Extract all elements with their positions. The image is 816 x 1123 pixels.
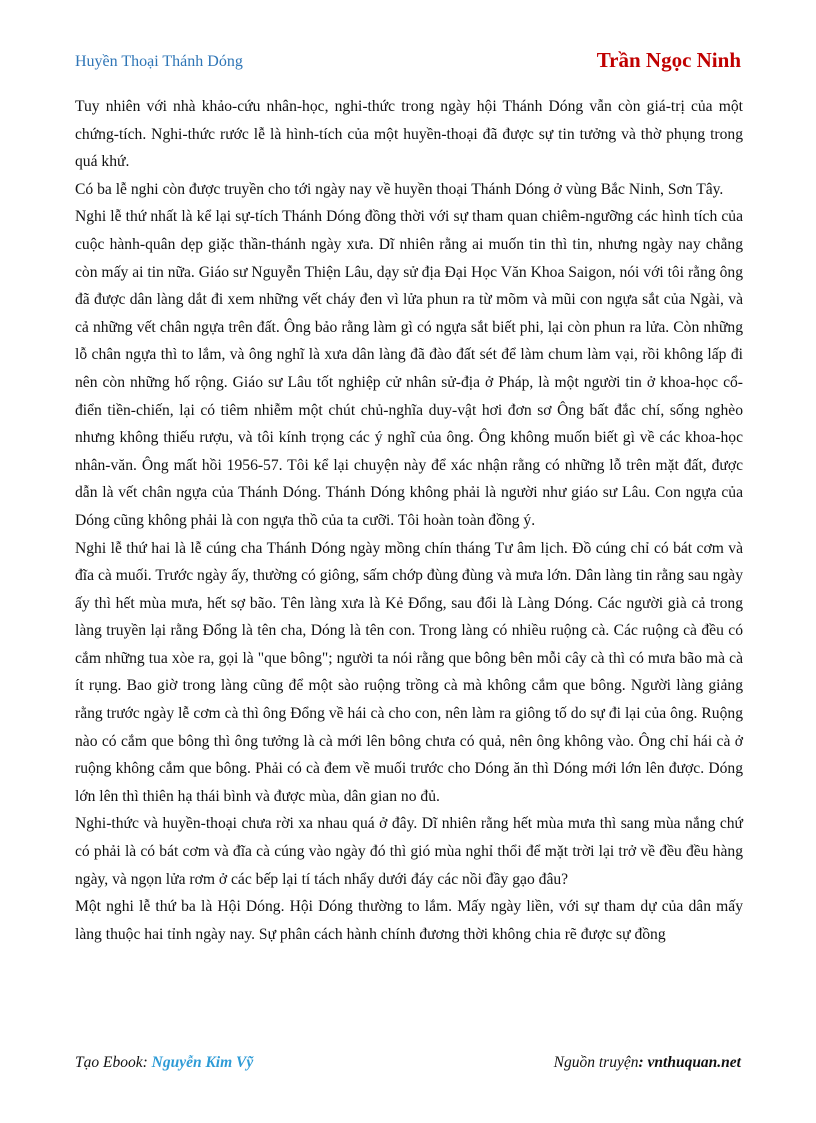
source-credit [554,1054,741,1072]
page-body [75,93,743,948]
ebook-credit [75,1054,253,1072]
source-label: Nguồn truyện [553,1054,639,1071]
source-separator: : [638,1054,648,1071]
ebook-creator-name: Nguyễn Kim Vỹ [151,1054,254,1071]
paragraph-6: Một nghi lễ thứ ba là Hội Dóng. Hội Dóng thường to lắm. Mấy ngày liền, với sự tham dự của dân mấy làng thuộc hai tỉnh ngày nay. Sự phân cách hành chính đương thời không chia rẽ được sự đồng [75,898,743,943]
source-site-name: vnthuquan.net [647,1054,741,1071]
book-title: Huyền Thoại Thánh Dóng [75,53,243,70]
page-header [75,48,741,78]
paragraph-4: Nghi lễ thứ hai là lễ cúng cha Thánh Dóng ngày mồng chín tháng Tư âm lịch. Đồ cúng chỉ có bát cơm và đĩa cà muối. Trước ngày ấy, thường có giông, sấm chớp đùng đùng và mưa lớn. Dân làng tin rằng sau ngày ấy thì hết mùa mưa, hết sợ bão. Tên làng xưa là Kẻ Đổng, sau đổi là Làng Dóng. Các người già cả trong làng truyền lại rằng Đổng là tên cha, Dóng là tên con. Trong làng có nhiều ruộng cà. Các ruộng cà đều có cắm những tua xòe ra, gọi là "que bông"; người ta nói rằng que bông bên mỗi cây cà thì có mưa bão mà cà ít rụng. Bao giờ trong làng cũng để một sào ruộng trồng cà mà không cắm que bông. Người làng giảng rằng trước ngày lễ cơm cà thì ông Đổng về hái cà cho con, nên làm ra giông tố do sự đi lại của ông. Ruộng nào có cắm que bông thì ông tưởng là cà mới lên bông chưa có quả, nên ông không vào. Ông chỉ hái cà ở ruộng không cắm que bông. Phải có cà đem về muối trước cho Dóng ăn thì Dóng mới lớn lên được. Dóng lớn lên thì thiên hạ thái bình và được mùa, dân gian no đủ. [75,539,743,805]
ebook-label: Tạo Ebook [75,1054,143,1071]
author-name: Trần Ngọc Ninh [596,48,741,72]
page-footer [75,1054,741,1078]
paragraph-3: Nghi lễ thứ nhất là kể lại sự-tích Thánh Dóng đồng thời với sự tham quan chiêm-ngưỡng các hình tích của cuộc hành-quân dẹp giặc thần-thánh ngày xưa. Dĩ nhiên rằng ai muốn tin thì tin, nhưng ngày nay chẳng còn mấy ai tin nữa. Giáo sư Nguyễn Thiện Lâu, dạy sử địa Đại Học Văn Khoa Saigon, nói với tôi rằng ông đã được dân làng dắt đi xem những vết cháy đen vì lửa phun ra từ mõm và mũi con ngựa sắt của Ngài, và cả những vết chân ngựa trên đất. Ông bảo rằng làm gì có ngựa sắt biết phi, lại còn phun ra lửa. Còn những lỗ chân ngựa thì to lắm, và ông nghĩ là xưa dân làng đã đào đất sét để làm chum làm vại, rồi không lấp đi nên còn những hố rộng. Giáo sư Lâu tốt nghiệp cử nhân sử-địa ở Pháp, là một người tin ở khoa-học cổ-điển tiền-chiến, lại có tiêm nhiễm một chút chủ-nghĩa duy-vật hơi đơn sơ Ông bất đắc chí, sống nghèo nhưng không thiếu rượu, và tôi kính trọng các ý nghĩ của ông. Ông không muốn biết gì về các khoa-học nhân-văn. Ông mất hồi 1956-57. Tôi kể lại chuyện này để xác nhận rằng có những lỗ trên mặt đất, được dẫn là vết chân ngựa của Thánh Dóng. Thánh Dóng không phải là người như giáo sư Lâu. Con ngựa của Dóng cũng không phải là con ngựa thồ của ta cưỡi. Tôi hoàn toàn đồng ý. [75,208,743,529]
paragraph-5: Nghi-thức và huyền-thoại chưa rời xa nhau quá ở đây. Dĩ nhiên rằng hết mùa mưa thì sang mùa nắng chứ có phải là có bát cơm và đĩa cà cúng vào ngày đó thì gió mùa nghỉ thổi để mặt trời lại trở về đều đều hàng ngày, và ngọn lửa rơm ở các bếp lại tí tách nhẩy dưới đáy các nồi đầy gạo đâu? [75,815,743,888]
ebook-separator: : [142,1054,152,1071]
paragraph-2: Có ba lễ nghi còn được truyền cho tới ngày nay về huyền thoại Thánh Dóng ở vùng Bắc Ninh, Sơn Tây. [75,180,724,198]
paragraph-1: Tuy nhiên với nhà khảo-cứu nhân-học, nghi-thức trong ngày hội Thánh Dóng vẫn còn giá-trị của một chứng-tích. Nghi-thức rước lễ là hình-tích của một huyền-thoại đã được sự tin tưởng và thờ phụng trong quá khứ. [75,98,743,171]
